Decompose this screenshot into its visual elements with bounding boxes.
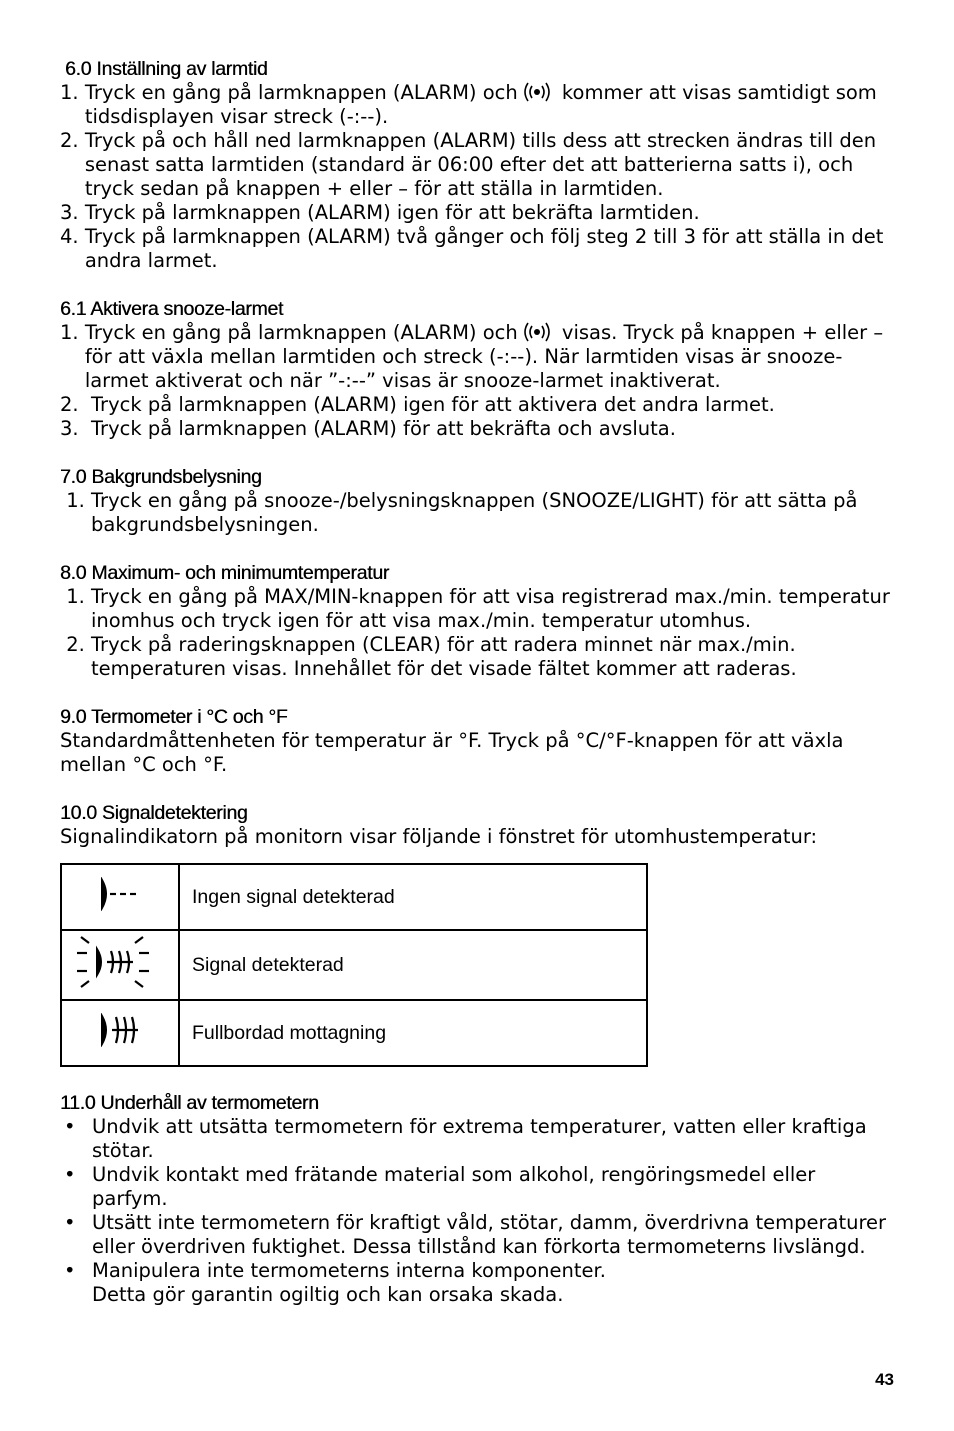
table-row [61,864,647,930]
item-text: Tryck på raderingsknappen (CLEAR) för att radera minnet när max./min. temperaturen visas. Innehållet för det visade fältet kommer att raderas. [91,633,797,680]
item-text: Tryck på och håll ned larmknappen (ALARM) tills dess att strecken ändras till den senast satta larmtiden (standard är 06:00 efter det att batterierna satts i), och tryck sedan på knappen + eller – för att ställa in larmtiden. [84,129,877,200]
bullet-marker: • [64,1259,76,1282]
item-text: Utsätt inte termometern för kraftigt våld, stötar, damm, överdrivna temperaturer eller överdriven fuktighet. Dessa tillstånd kan förkorta termometerns livslängd. [92,1211,887,1258]
item-text: Manipulera inte termometerns interna komponenter. [92,1259,606,1282]
section-thermometer-units [60,705,890,777]
table-cell-label: Ingen signal detekterad [179,864,647,930]
list-item [60,321,890,393]
table-cell-label: Fullbordad mottagning [179,1000,647,1066]
table-cell-label: Signal detekterad [179,930,647,1000]
item-text: Tryck på larmknappen (ALARM) två gånger och följ steg 2 till 3 för att ställa in det andra larmet. [84,225,884,272]
alarm-wave-icon [520,81,554,103]
item-text: Undvik att utsätta termometern för extrema temperaturer, vatten eller kraftiga stötar. [92,1115,867,1162]
item-number: 1. [60,81,85,104]
list-item [60,81,890,129]
bullet-item [60,1259,890,1307]
section-alarm-setting [60,57,890,273]
item-text: Tryck på larmknappen (ALARM) för att bekräfta och avsluta. [91,417,676,440]
list-item [60,417,890,441]
full-reception-icon [98,1013,142,1047]
list-item [60,633,890,681]
section-backlight [60,465,890,537]
signal-detected-icon [75,931,165,993]
alarm-wave-icon [520,321,554,343]
signal-table [60,863,648,1067]
section-text: Signalindikatorn på monitorn visar följande i fönstret för utomhustemperatur: [60,825,818,848]
list-item [60,489,890,537]
item-text: Tryck på larmknappen (ALARM) igen för att aktivera det andra larmet. [91,393,775,416]
page-number: 43 [875,1370,894,1389]
section-heading: 7.0 Bakgrundsbelysning [60,466,262,488]
section-heading: 10.0 Signaldetektering [60,802,248,824]
section-heading: 8.0 Maximum- och minimumtemperatur [60,562,389,584]
item-text: Undvik kontakt med frätande material som alkohol, rengöringsmedel eller parfym. [92,1163,816,1210]
list-item [60,393,890,417]
item-number: 2. [60,633,92,656]
list-item [60,201,890,225]
item-text: visas. Tryck på knappen + eller – för att växla mellan larmtiden och streck (-:--). När larmtiden visas är snooze-larmet aktiverat och när ”-:--” visas är snooze-larmet inaktiverat. [84,321,884,392]
item-number: 2. [60,393,92,416]
bullet-item [60,1115,890,1163]
section-text: Standardmåttenheten för temperatur är °F. Tryck på °C/°F-knappen för att växla mellan °C och °F. [60,729,844,776]
bullet-item [60,1163,890,1211]
section-heading: 6.0 Inställning av larmtid [65,58,268,80]
no-signal-icon [98,877,142,911]
manual-page [60,57,890,1307]
item-number: 1. [60,321,85,344]
section-snooze-alarm [60,297,890,441]
list-item [60,129,890,201]
table-row [61,1000,647,1066]
item-number: 2. [60,129,85,152]
item-number: 3. [60,417,92,440]
section-heading: 9.0 Termometer i °C och °F [60,706,288,728]
item-number: 3. [60,201,85,224]
table-cell-icon [61,1000,179,1066]
table-row [61,930,647,1000]
item-text: Tryck en gång på larmknappen (ALARM) och [84,81,518,104]
section-heading: 6.1 Aktivera snooze-larmet [60,298,284,320]
bullet-marker: • [64,1163,76,1186]
item-number: 1. [60,585,92,608]
table-cell-icon [61,930,179,1000]
item-text: Tryck en gång på snooze-/belysningsknappen (SNOOZE/LIGHT) för att sätta på bakgrundsbelysningen. [91,489,858,536]
section-signal-detection [60,801,890,1067]
bullet-marker: • [64,1211,76,1234]
list-item [60,225,890,273]
item-text: Tryck på larmknappen (ALARM) igen för att bekräfta larmtiden. [84,201,700,224]
table-cell-icon [61,864,179,930]
bullet-marker: • [64,1115,76,1138]
item-text: Tryck en gång på larmknappen (ALARM) och [84,321,518,344]
item-text: kommer att visas samtidigt som tidsdisplayen visar streck (-:--). [84,81,877,128]
item-number: 4. [60,225,85,248]
item-number: 1. [60,489,92,512]
section-maintenance [60,1091,890,1307]
section-max-min-temperature [60,561,890,681]
list-item [60,585,890,633]
item-text: Tryck en gång på MAX/MIN-knappen för att visa registrerad max./min. temperatur inomhus och tryck igen för att visa max./min. temperatur utomhus. [91,585,890,632]
bullet-item [60,1211,890,1259]
section-heading: 11.0 Underhåll av termometern [60,1092,319,1114]
item-text-continuation: Detta gör garantin ogiltig och kan orsaka skada. [92,1283,564,1306]
